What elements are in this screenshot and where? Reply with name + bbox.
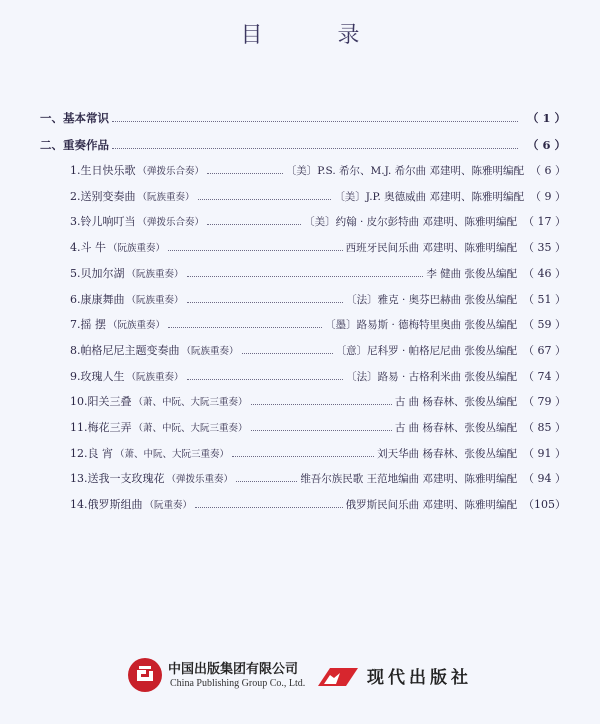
- page-number: （ 67 ）: [523, 344, 566, 357]
- entry-credits: 〔美〕P.S. 希尔、M.J. 希尔曲 邓建明、陈雅明编配: [285, 165, 524, 177]
- toc-entry-row: [70, 163, 566, 179]
- modern-press-logo-icon: [316, 664, 360, 688]
- section-title: 基本常识: [63, 111, 109, 125]
- page-title: 目 录: [240, 23, 394, 48]
- page-number: （ 85 ）: [523, 421, 566, 434]
- dot-leader: [112, 120, 518, 122]
- entry-number: 1.: [70, 164, 81, 177]
- page-number: （105）: [523, 498, 566, 511]
- page-number: （ 6 ）: [530, 164, 566, 177]
- page-number: （ 91 ）: [523, 447, 566, 460]
- toc-entry-row: [70, 189, 566, 205]
- entry-ensemble: （阮族重奏）: [108, 320, 166, 331]
- entry-title: 康康舞曲: [80, 293, 125, 306]
- entry-credits: 〔法〕路易 · 古格利米曲 张俊丛编配: [346, 371, 517, 383]
- page-number: （ 74 ）: [523, 370, 566, 383]
- entry-title: 贝加尔湖: [80, 267, 125, 280]
- dot-leader: [251, 429, 392, 431]
- section-number: 一、: [40, 111, 63, 125]
- entry-number: 4.: [70, 241, 81, 254]
- section-number: 二、: [40, 138, 63, 152]
- entry-credits: 〔美〕约翰 · 皮尔彭特曲 邓建明、陈雅明编配: [304, 216, 517, 228]
- entry-number: 10.: [70, 395, 88, 408]
- entry-credits: 古 曲 杨春林、张俊丛编配: [394, 396, 517, 408]
- entry-number: 7.: [70, 318, 81, 331]
- entry-ensemble: （阮族重奏）: [126, 269, 184, 280]
- page-number: （ 6 ）: [526, 138, 566, 152]
- publisher-name-cn: 中国出版集团有限公司: [168, 662, 299, 677]
- entry-ensemble: （阮族重奏）: [126, 295, 184, 306]
- page-number: （ 51 ）: [523, 293, 566, 306]
- toc-entry-row: [70, 343, 566, 359]
- entry-title: 俄罗斯组曲: [87, 498, 143, 511]
- section-title: 重奏作品: [63, 138, 109, 152]
- entry-title: 阳关三叠: [87, 395, 132, 408]
- dot-leader: [198, 198, 332, 200]
- entry-credits: 西班牙民间乐曲 邓建明、陈雅明编配: [345, 242, 517, 254]
- toc-entry-row: [70, 317, 566, 333]
- entry-title: 玫瑰人生: [80, 370, 125, 383]
- toc-entry-row: [70, 471, 566, 487]
- dot-leader: [232, 455, 374, 457]
- entry-number: 12.: [70, 447, 88, 460]
- entry-ensemble: （阮族重奏）: [108, 243, 166, 254]
- page-number: （ 46 ）: [523, 267, 566, 280]
- entry-ensemble: （阮族重奏）: [181, 346, 239, 357]
- entry-number: 2.: [70, 190, 81, 203]
- entry-ensemble: （弹拨乐重奏）: [166, 474, 234, 485]
- toc-entry-row: [70, 446, 566, 462]
- entry-title: 帕格尼尼主题变奏曲: [80, 344, 180, 357]
- entry-ensemble: （阮重奏）: [144, 500, 193, 511]
- toc-entry-row: [70, 420, 566, 436]
- toc-entry-row: [70, 394, 566, 410]
- toc-entry-row: [70, 497, 566, 513]
- entry-title: 良 宵: [87, 447, 113, 460]
- entry-number: 8.: [70, 344, 81, 357]
- toc-entry-row: [70, 240, 566, 256]
- entry-credits: 俄罗斯民间乐曲 邓建明、陈雅明编配: [345, 499, 517, 511]
- entry-title: 梅花三弄: [87, 421, 132, 434]
- entry-credits: 古 曲 杨春林、张俊丛编配: [394, 422, 517, 434]
- entry-number: 13.: [70, 472, 88, 485]
- entry-number: 14.: [70, 498, 88, 511]
- entry-ensemble: （萧、中阮、大阮三重奏）: [115, 449, 230, 460]
- entry-credits: 〔意〕尼科罗 · 帕格尼尼曲 张俊丛编配: [335, 345, 517, 357]
- entry-number: 5.: [70, 267, 81, 280]
- dot-leader: [251, 403, 392, 405]
- entry-ensemble: （萧、中阮、大阮三重奏）: [133, 397, 248, 408]
- entry-title: 摇 摆: [80, 318, 106, 331]
- entry-ensemble: （阮族重奏）: [137, 192, 195, 203]
- toc-entry-row: [70, 266, 566, 282]
- entry-credits: 维吾尔族民歌 王范地编曲 邓建明、陈雅明编配: [300, 473, 517, 485]
- entry-title: 生日快乐歌: [80, 164, 136, 177]
- entry-credits: 〔美〕J.P. 奥德威曲 邓建明、陈雅明编配: [334, 191, 524, 203]
- entry-title: 送我一支玫瑰花: [87, 472, 165, 485]
- entry-number: 9.: [70, 370, 81, 383]
- dot-leader: [242, 352, 333, 354]
- publisher-footer: [0, 654, 600, 704]
- dot-leader: [187, 275, 424, 277]
- entry-title: 铃儿响叮当: [80, 215, 136, 228]
- publisher-name-en: China Publishing Group Co., Ltd.: [170, 678, 306, 689]
- page-number: （ 9 ）: [530, 190, 566, 203]
- dot-leader: [187, 378, 344, 380]
- toc-entry-row: [70, 214, 566, 230]
- toc-section-row: [40, 110, 566, 126]
- page-number: （ 35 ）: [523, 241, 566, 254]
- entry-credits: 〔法〕雅克 · 奥芬巴赫曲 张俊丛编配: [346, 294, 517, 306]
- page-number: （ 94 ）: [523, 472, 566, 485]
- dot-leader: [207, 223, 301, 225]
- entry-ensemble: （萧、中阮、大阮三重奏）: [133, 423, 248, 434]
- entry-number: 3.: [70, 215, 81, 228]
- entry-ensemble: （阮族重奏）: [126, 372, 184, 383]
- dot-leader: [207, 172, 283, 174]
- dot-leader: [195, 506, 343, 508]
- entry-credits: 〔墨〕路易斯 · 德梅特里奥曲 张俊丛编配: [325, 319, 517, 331]
- dot-leader: [168, 249, 343, 251]
- entry-ensemble: （弹拨乐合奏）: [137, 217, 205, 228]
- entry-title: 斗 牛: [80, 241, 106, 254]
- page-number: （ 79 ）: [523, 395, 566, 408]
- dot-leader: [187, 301, 344, 303]
- toc-section-row: [40, 137, 566, 153]
- entry-title: 送别变奏曲: [80, 190, 136, 203]
- entry-number: 11.: [70, 421, 88, 434]
- dot-leader: [236, 480, 297, 482]
- dot-leader: [112, 147, 518, 149]
- dot-leader: [168, 326, 322, 328]
- imprint-name: 现代出版社: [367, 668, 472, 688]
- page-number: （ 1 ）: [526, 111, 566, 125]
- entry-credits: 李 健曲 张俊丛编配: [426, 268, 517, 280]
- china-publishing-group-logo-icon: [128, 658, 162, 692]
- entry-number: 6.: [70, 293, 81, 306]
- entry-credits: 刘天华曲 杨春林、张俊丛编配: [377, 448, 517, 460]
- page-number: （ 59 ）: [523, 318, 566, 331]
- page-number: （ 17 ）: [523, 215, 566, 228]
- toc-entry-row: [70, 369, 566, 385]
- toc-entry-row: [70, 292, 566, 308]
- entry-ensemble: （弹拨乐合奏）: [137, 166, 205, 177]
